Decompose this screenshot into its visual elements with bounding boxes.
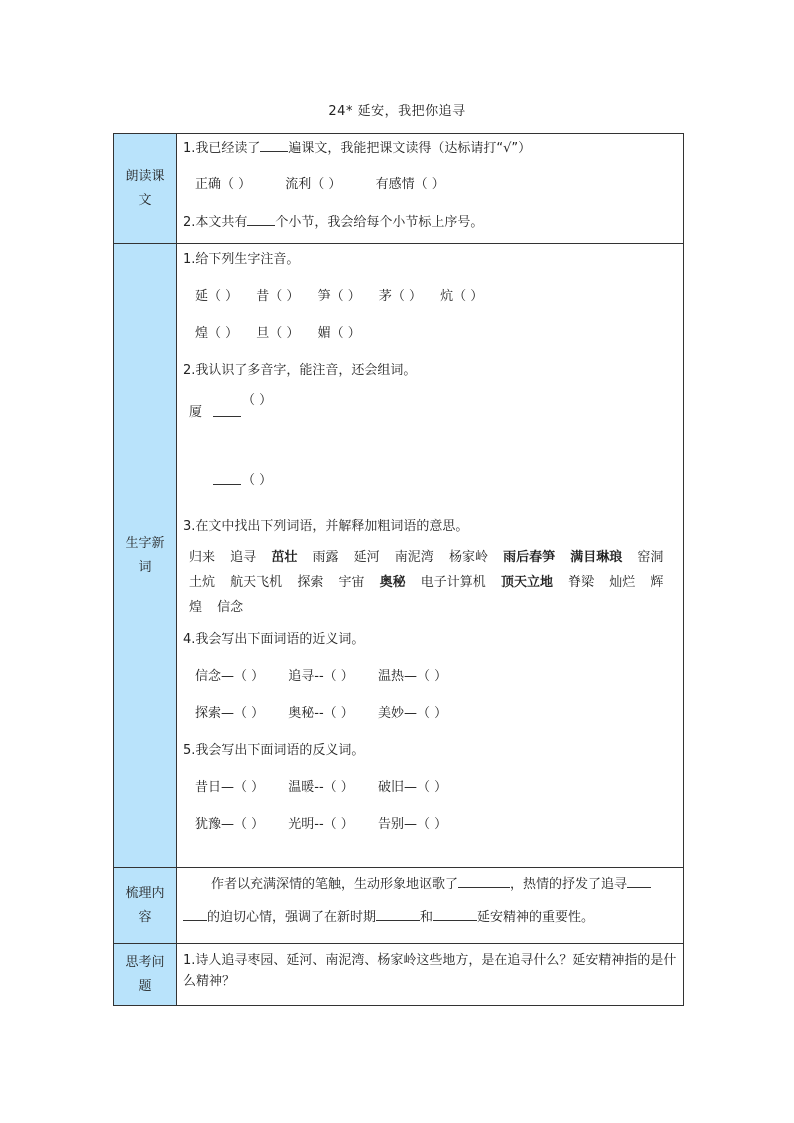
antonym-item[interactable]: 告别—（ ） <box>377 817 448 832</box>
chars-row-1 <box>183 287 679 307</box>
vocab-word: 雨后春笋 <box>503 550 556 565</box>
reading-q1-prefix: 1.我已经读了 <box>183 141 261 156</box>
reading-q2-prefix: 2.本文共有 <box>183 215 248 230</box>
summary-text-5: 延安精神的重要性。 <box>477 910 595 925</box>
page-title: 24* 延安，我把你追寻 <box>328 104 466 119</box>
words-content <box>177 244 684 868</box>
antonym-item[interactable]: 犹豫—（ ） <box>195 817 265 832</box>
summary-text-4: 和 <box>420 910 434 925</box>
words-row <box>114 244 684 868</box>
char-item[interactable]: 笋（ ） <box>317 289 361 304</box>
antonym-item[interactable]: 昔日—（ ） <box>195 780 265 795</box>
words-q2: 2.我认识了多音字，能注音，还会组词。 <box>183 363 417 378</box>
antonym-item[interactable]: 温暖--（ ） <box>288 780 354 795</box>
vocab-word: 信念 <box>217 600 244 615</box>
vocab-word: 窑洞 <box>637 550 664 565</box>
words-q4: 4.我会写出下面词语的近义词。 <box>183 632 365 647</box>
thinking-row <box>114 944 684 1006</box>
synonym-item[interactable]: 美妙—（ ） <box>377 706 448 721</box>
char-item[interactable]: 煌（ ） <box>195 326 239 341</box>
summary-blank-4[interactable] <box>433 907 477 921</box>
option-emotion[interactable]: 有感情（ ） <box>375 177 445 192</box>
words-q5: 5.我会写出下面词语的反义词。 <box>183 743 365 758</box>
vocab-word: 茁壮 <box>271 550 298 565</box>
char-item[interactable]: 媚（ ） <box>317 326 361 341</box>
antonym-row-1 <box>183 778 679 798</box>
summary-blank-3[interactable] <box>376 907 420 921</box>
vocab-word: 满目琳琅 <box>570 550 623 565</box>
synonym-item[interactable]: 奥秘--（ ） <box>288 706 354 721</box>
char-item[interactable]: 茅（ ） <box>378 289 422 304</box>
vocab-word: 航天飞机 <box>230 575 283 590</box>
reading-row <box>114 134 684 244</box>
summary-row <box>114 868 684 944</box>
summary-blank-2a[interactable] <box>627 874 651 888</box>
vocab-word: 顶天立地 <box>500 575 553 590</box>
antonym-row-2 <box>183 815 679 835</box>
polyphone-char: 厦 <box>189 405 203 420</box>
vocab-word: 辉煌 <box>189 575 664 615</box>
summary-label: 梳理内容 <box>114 868 177 944</box>
char-item[interactable]: 延（ ） <box>195 289 239 304</box>
synonym-row-1 <box>183 667 679 687</box>
vocab-word: 归来 <box>189 550 216 565</box>
synonym-item[interactable]: 追寻--（ ） <box>288 669 354 684</box>
summary-text-1: 作者以充满深情的笔触，生动形象地讴歌了 <box>211 877 459 892</box>
words-q1: 1.给下列生字注音。 <box>183 252 300 267</box>
vocab-word: 南泥湾 <box>394 550 434 565</box>
vocab-word: 雨露 <box>312 550 339 565</box>
char-item[interactable]: 旦（ ） <box>256 326 300 341</box>
vocab-word: 奥秘 <box>379 575 406 590</box>
words-label: 生字新词 <box>114 244 177 868</box>
worksheet-table <box>113 133 684 1006</box>
thinking-q1: 1.诗人追寻枣园、延河、南泥湾、杨家岭这些地方，是在追寻什么？延安精神指的是什么精神？ <box>183 953 677 989</box>
summary-blank-1[interactable] <box>458 874 510 888</box>
char-item[interactable]: 昔（ ） <box>256 289 300 304</box>
thinking-content <box>177 944 684 1006</box>
antonym-item[interactable]: 光明--（ ） <box>288 817 354 832</box>
vocab-word: 延河 <box>353 550 380 565</box>
stanza-count-blank[interactable] <box>247 212 275 226</box>
char-item[interactable]: 炕（ ） <box>440 289 484 304</box>
polyphone-blank-1[interactable] <box>213 403 241 417</box>
vocab-word: 电子计算机 <box>420 575 486 590</box>
option-fluent[interactable]: 流利（ ） <box>285 177 342 192</box>
vocab-list <box>183 545 679 620</box>
polyphone-blank-2[interactable] <box>213 471 241 485</box>
summary-blank-2b[interactable] <box>183 907 207 921</box>
vocab-word: 杨家岭 <box>448 550 488 565</box>
antonym-item[interactable]: 破旧—（ ） <box>377 780 448 795</box>
polyphone-block <box>183 389 679 489</box>
reading-count-blank[interactable] <box>260 138 288 152</box>
vocab-word: 土炕 <box>189 575 216 590</box>
summary-text-2: ，热情的抒发了追寻 <box>510 877 628 892</box>
synonym-item[interactable]: 温热—（ ） <box>377 669 448 684</box>
polyphone-paren-2[interactable]: （ ） <box>242 473 273 488</box>
polyphone-paren-1[interactable]: （ ） <box>242 393 273 408</box>
vocab-word: 脊梁 <box>568 575 595 590</box>
synonym-item[interactable]: 探索—（ ） <box>195 706 265 721</box>
option-correct[interactable]: 正确（ ） <box>195 177 252 192</box>
vocab-word: 灿烂 <box>609 575 636 590</box>
thinking-label: 思考问题 <box>114 944 177 1006</box>
vocab-word: 追寻 <box>230 550 257 565</box>
reading-q1-suffix: 遍课文，我能把课文读得（达标请打“√”） <box>288 141 532 156</box>
reading-content <box>177 134 684 244</box>
chars-row-2 <box>183 324 679 344</box>
synonym-row-2 <box>183 704 679 724</box>
words-q3: 3.在文中找出下列词语，并解释加粗词语的意思。 <box>183 519 469 534</box>
summary-text-3: 的迫切心情，强调了在新时期 <box>207 910 377 925</box>
vocab-word: 探索 <box>297 575 324 590</box>
vocab-word: 宇宙 <box>338 575 365 590</box>
summary-content <box>177 868 684 944</box>
reading-label: 朗读课文 <box>114 134 177 244</box>
reading-q2-suffix: 个小节，我会给每个小节标上序号。 <box>275 215 484 230</box>
synonym-item[interactable]: 信念—（ ） <box>195 669 265 684</box>
